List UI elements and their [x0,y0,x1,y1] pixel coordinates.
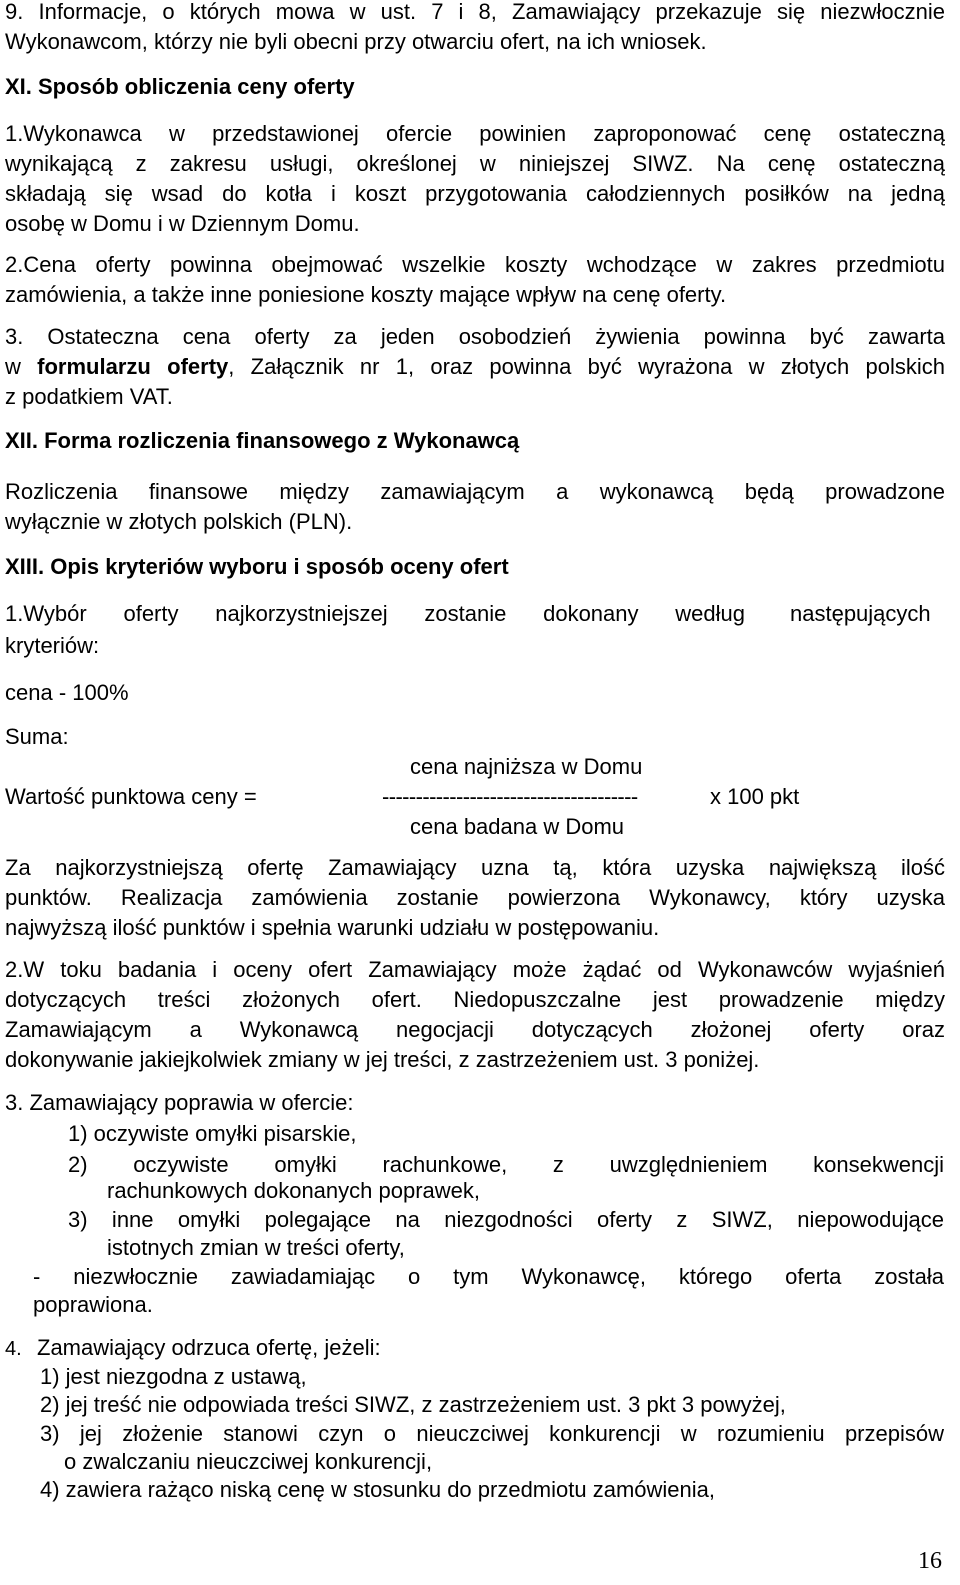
list-item: 3) jej złożenie stanowi czyn o nieuczciwej konkurencji w rozumieniu przepisów [40,1421,944,1446]
page-number: 16 [918,1548,942,1574]
text-line: 9. Informacje, o których mowa w ust. 7 i 8, Zamawiający przekazuje się niezwłocznie [5,0,945,24]
text-line: 1.Wykonawca w przedstawionej ofercie powinien zaproponować cenę ostateczną [5,121,945,146]
paragraph-xi-3 [5,322,945,412]
formula-numerator: cena najniższa w Domu [410,754,643,779]
list-item: 4) zawiera rażąco niską cenę w stosunku do przedmiotu zamówienia, [40,1477,715,1502]
list-item: 2) oczywiste omyłki rachunkowe, z uwzględnieniem konsekwencji [68,1152,944,1177]
bold-term: formularzu oferty [37,354,229,379]
criteria-line-end: następujących [790,601,931,626]
formula-multiplier: x 100 pkt [710,784,800,809]
text-line: kryteriów: [5,633,100,658]
list-item-cont: o zwalczaniu nieuczciwej konkurencji, [64,1449,433,1474]
list-item-cont: istotnych zmian w treści oferty, [107,1235,405,1260]
list-item: 2) jej treść nie odpowiada treści SIWZ, z zastrzeżeniem ust. 3 pkt 3 powyżej, [40,1392,786,1417]
text-line: 3. Ostateczna cena oferty za jeden osobodzień żywienia powinna być zawarta [5,324,945,349]
formula-lhs: Wartość punktowa ceny = [5,784,257,809]
text-line: 2.W toku badania i oceny ofert Zamawiający może żądać od Wykonawców wyjaśnień [5,957,945,982]
text-line: Rozliczenia finansowe między zamawiającym a wykonawcą będą prowadzone [5,479,945,504]
paragraph-xii [5,477,945,537]
text-line: składają się wsad do kotła i koszt przygotowania całodziennych posiłków na jedną [5,181,945,206]
section-heading-xiii: XIII. Opis kryteriów wyboru i sposób oceny ofert [5,554,509,579]
text-line: punktów. Realizacja zamówienia zostanie powierzona Wykonawcy, który uzyska [5,885,945,910]
list-item-cont: poprawiona. [33,1292,153,1317]
section-heading-xii: XII. Forma rozliczenia finansowego z Wykonawcą [5,428,520,453]
paragraph-9 [5,0,945,57]
text-line: z podatkiem VAT. [5,384,173,409]
paragraph-xi-1 [5,119,945,239]
section-heading-xi: XI. Sposób obliczenia ceny oferty [5,74,355,99]
formula-denominator: cena badana w Domu [410,814,625,839]
text-line: Za najkorzystniejszą ofertę Zamawiający uzna tą, która uzyska największą ilość [5,855,945,880]
text-line: najwyższą ilość punktów i spełnia warunki udziału w postępowaniu. [5,915,660,940]
text-line: Wykonawcom, którzy nie byli obecni przy otwarciu ofert, na ich wniosek. [5,29,707,54]
criteria-line: 1.Wybór oferty najkorzystniejszej zostanie dokonany według [5,601,745,626]
text-line: wynikającą z zakresu usługi, określonej w niniejszej SIWZ. Na cenę ostateczną [5,151,945,176]
text-line: wyłącznie w złotych polskich (PLN). [5,509,353,534]
sum-label: Suma: [5,724,69,749]
paragraph-xi-2 [5,250,945,310]
list-item-cont: rachunkowych dokonanych poprawek, [107,1178,481,1203]
text-line: Zamawiającym a Wykonawcą negocjacji dotyczących złożonej oferty oraz [5,1017,945,1042]
text-line: dotyczących treści złożonych ofert. Niedopuszczalne jest prowadzenie między [5,987,945,1012]
corrections-intro: 3. Zamawiający poprawia w ofercie: [5,1090,354,1115]
text-line: osobę w Domu i w Dziennym Domu. [5,211,360,236]
text-line: 2.Cena oferty powinna obejmować wszelkie koszty wchodzące w zakres przedmiotu [5,252,945,277]
text-line: dokonywanie jakiejkolwiek zmiany w jej treści, z zastrzeżeniem ust. 3 poniżej. [5,1047,760,1072]
text-line: zamówienia, a także inne poniesione koszty mające wpływ na cenę oferty. [5,282,727,307]
text-line: w formularzu oferty, Załącznik nr 1, oraz powinna być wyrażona w złotych polskich [5,354,946,379]
list-item: 1) jest niezgodna z ustawą, [40,1364,307,1389]
price-weight: cena - 100% [5,680,129,705]
list-item: 3) inne omyłki polegające na niezgodności oferty z SIWZ, niepowodujące [68,1207,944,1232]
rejection-number: 4. [5,1338,22,1360]
list-item: - niezwłocznie zawiadamiając o tym Wykonawcę, którego oferta została [33,1264,944,1289]
paragraph-xiii-2 [5,955,945,1075]
rejection-intro: Zamawiający odrzuca ofertę, jeżeli: [37,1335,381,1360]
paragraph-xiii-scoring [5,853,945,943]
list-item: 1) oczywiste omyłki pisarskie, [68,1121,357,1146]
formula-fraction-line: -------------------------------------- [382,784,638,809]
